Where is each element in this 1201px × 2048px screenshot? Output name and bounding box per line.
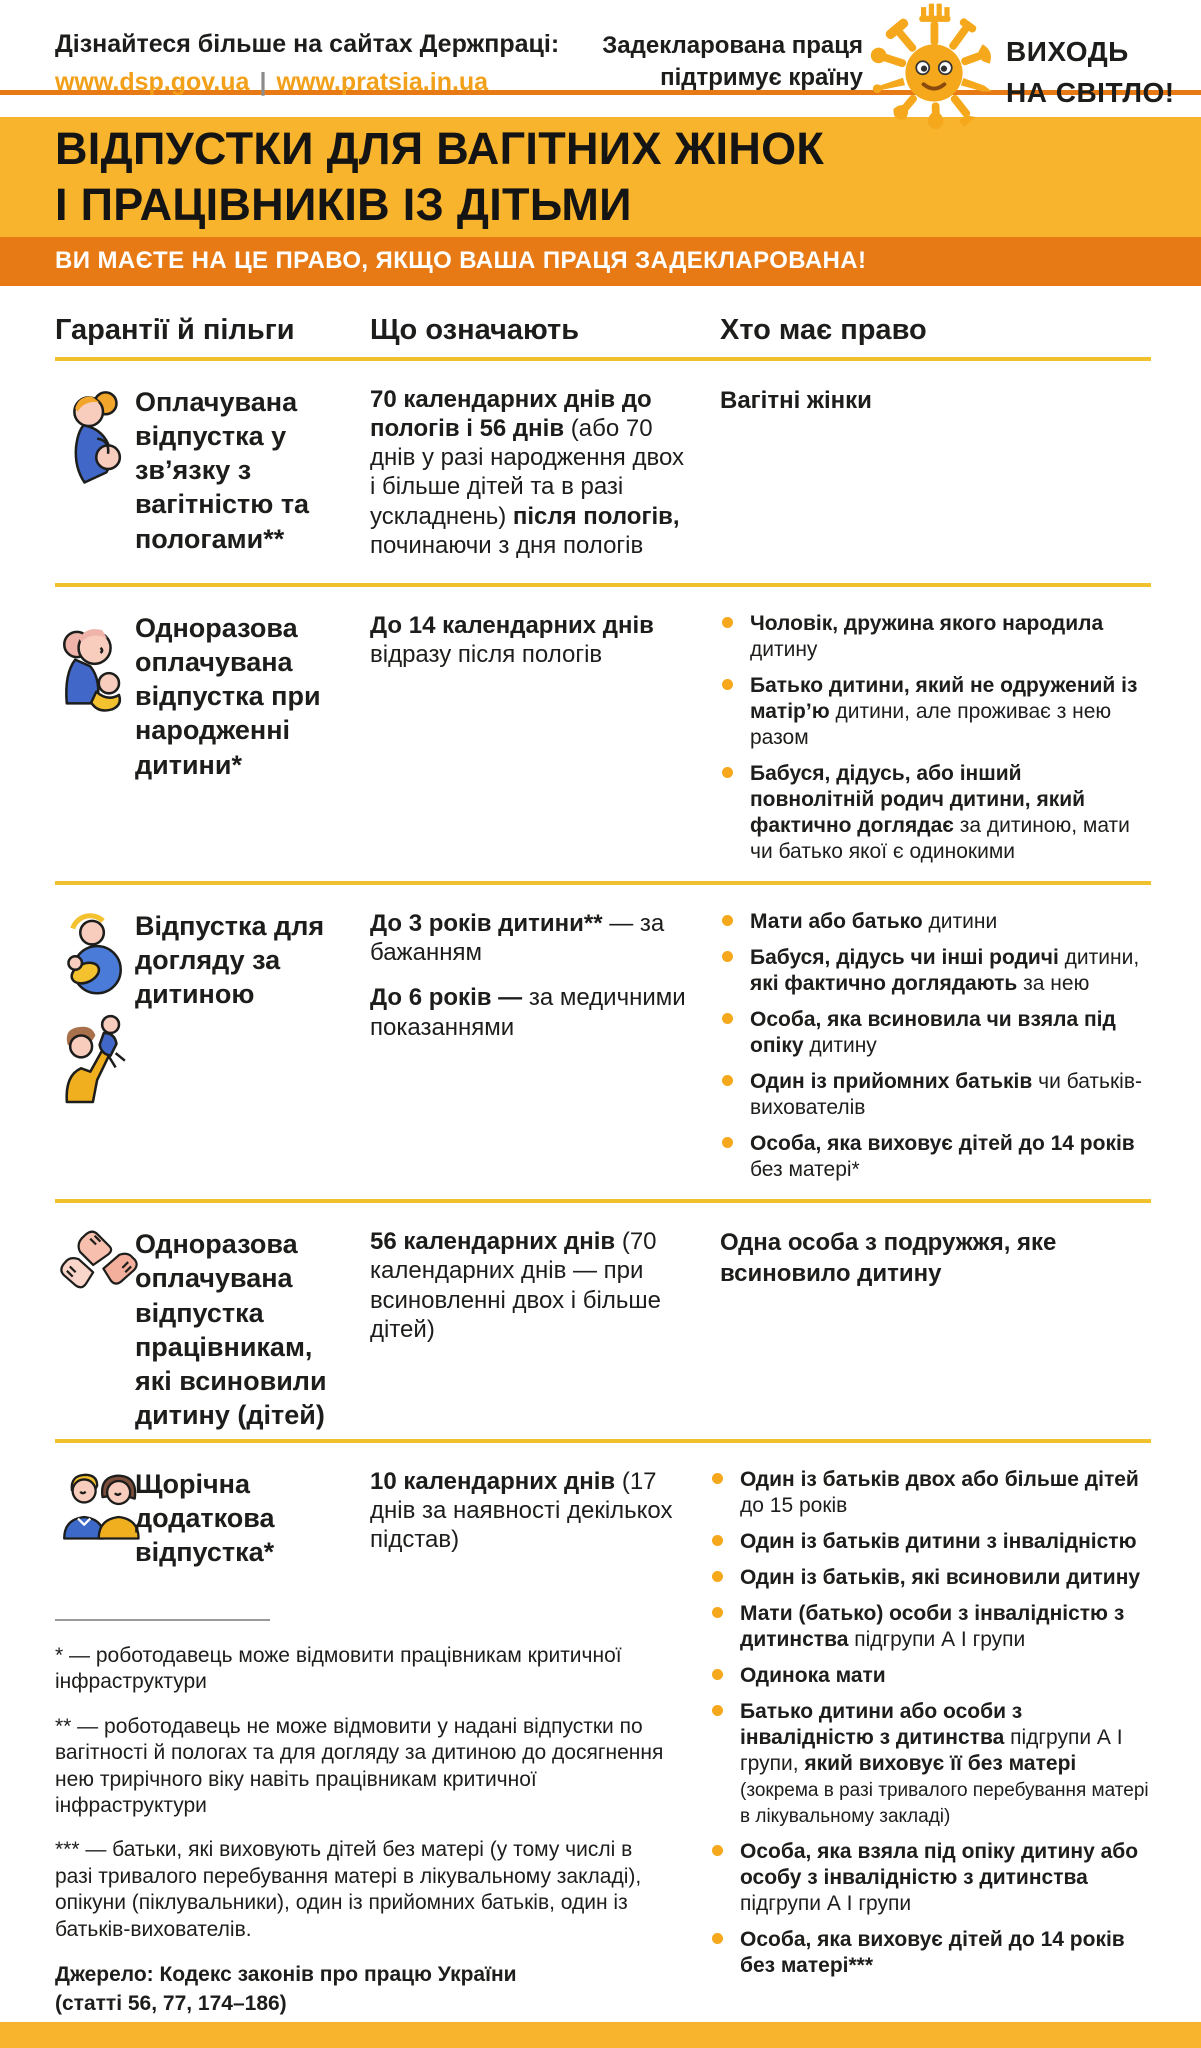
text-segment: До 3 років дитини**: [370, 909, 610, 937]
text-segment: без матері*: [750, 1158, 860, 1182]
text-segment: Чоловік, дружина якого народила: [750, 611, 1104, 635]
meaning-paragraph: [370, 983, 694, 1042]
table-body: [0, 357, 1201, 1443]
text-segment: 10 календарних днів: [370, 1467, 622, 1495]
mother-with-baby-icon: [55, 909, 135, 1006]
table-row: [0, 1203, 1201, 1439]
text-segment: після пологів,: [512, 502, 680, 530]
column-header-benefits: Гарантії й пільги: [55, 313, 295, 346]
who-item: [710, 1467, 1151, 1519]
text-segment: Особа, яка виховує дітей до 14 років без матері***: [740, 1928, 1125, 1978]
who-item: [720, 1131, 1151, 1183]
benefit-title: Відпустка для догляду за дитиною: [135, 910, 325, 1010]
logo-line2: НА СВІТЛО!: [1006, 76, 1175, 108]
who-item: [720, 761, 1151, 865]
text-segment: Особа, яка виховує дітей до 14 років: [750, 1132, 1135, 1156]
table-row: [0, 885, 1201, 1199]
who-item: [710, 1927, 1151, 1979]
meaning-text: [370, 909, 720, 1193]
page-header: [0, 0, 1201, 108]
text-segment: за нею: [1023, 971, 1090, 995]
three-hands-icon: [55, 1227, 143, 1300]
row-icon-cell: [55, 909, 135, 1193]
who-cell: [720, 385, 1151, 577]
title-line2: І ПРАЦІВНИКІВ ІЗ ДІТЬМИ: [55, 178, 632, 230]
who-item: [710, 1663, 1151, 1689]
meaning-text: [370, 385, 720, 577]
link-separator: |: [259, 67, 267, 96]
campaign-logo: [1006, 32, 1175, 113]
benefit-title: Одноразова оплачувана відпустка працівникам, які всиновили дитину (дітей): [135, 1229, 327, 1431]
bottom-left: [55, 1443, 710, 2018]
meaning-text: [370, 1227, 720, 1433]
couple-icon: [55, 1467, 147, 1544]
table-row: [0, 361, 1201, 583]
source-line2: (статті 56, 77, 174–186): [55, 1991, 287, 2015]
who-cell: [720, 611, 1151, 875]
text-segment: Бабуся, дідусь, або інший повнолітній родич дитини, який фактично доглядає: [750, 761, 1086, 837]
text-segment: підгрупи А І групи: [854, 1627, 1026, 1651]
footnote-divider: [55, 1619, 270, 1621]
logo-line1: ВИХОДЬ: [1006, 36, 1129, 67]
text-segment: — за бажанням: [370, 909, 665, 967]
table-header-row: [0, 286, 1201, 357]
text-segment: Один із батьків дитини з інвалідністю: [740, 1529, 1137, 1553]
subtitle-text: ВИ МАЄТЕ НА ЦЕ ПРАВО, ЯКЩО ВАША ПРАЦЯ ЗАДЕКЛАРОВАНА!: [55, 247, 867, 275]
text-segment: Одинока мати: [740, 1663, 886, 1687]
text-segment: відразу після пологів: [370, 640, 603, 668]
text-segment: 70 календарних днів до пологів і 56 днів: [370, 385, 652, 442]
slogan-line1: Задекларована праця: [602, 32, 863, 59]
text-segment: за дитиною, мати чи батько якої є одинокими: [750, 813, 1130, 863]
benefit-title: Одноразова оплачувана відпустка при народженні дитини*: [135, 612, 321, 780]
column-header-meaning: Що означають: [370, 313, 580, 346]
table-row: [0, 587, 1201, 881]
title-line1: ВІДПУСТКИ ДЛЯ ВАГІТНИХ ЖІНОК: [55, 123, 825, 175]
text-segment: Бабуся, дідусь чи інші родичі: [750, 945, 1065, 969]
info-block: [55, 26, 559, 101]
text-segment: Особа, яка взяла під опіку дитину або особу з інвалідністю з дитинства: [740, 1840, 1139, 1890]
who-item: [710, 1699, 1151, 1829]
meaning-paragraph: [370, 1467, 684, 1555]
parent-lifting-child-icon: [55, 1006, 135, 1107]
meaning-paragraph: [370, 611, 694, 670]
footnote-text: ** — роботодавець не може відмовити у надані відпустки по вагітності й пологах та для догляду за дитиною до досягнення нею трирічного віку навіть працівникам критичної інфраструктури: [55, 1714, 664, 1818]
row-icon-cell: [55, 611, 135, 875]
text-segment: які фактично доглядають: [750, 971, 1024, 995]
text-segment: (70 календарних днів — при всиновленні двох і більше дітей): [370, 1228, 661, 1343]
text-segment: дитини,: [1064, 945, 1140, 969]
who-item: [720, 611, 1151, 663]
who-item: [710, 1601, 1151, 1653]
who-text: [720, 1227, 1151, 1289]
meaning-paragraph: [370, 1227, 694, 1344]
source-line1: Джерело: Кодекс законів про працю України: [55, 1963, 517, 1987]
text-segment: дитину: [750, 637, 818, 661]
sun-with-tools-icon: [869, 2, 999, 144]
text-segment: дитину: [809, 1033, 877, 1057]
text-segment: дитини: [928, 909, 998, 933]
text-segment: чи батьків-вихователів: [750, 1069, 1142, 1119]
who-item: [720, 1007, 1151, 1059]
text-segment: Батько дитини або особи з інвалідністю з дитинства: [740, 1699, 1023, 1750]
benefit-title: Щорічна додаткова відпустка*: [135, 1468, 275, 1568]
footnotes-block: [55, 1643, 675, 1944]
text-segment: починаючи з дня пологів: [370, 531, 644, 559]
text-segment: до 15 років: [740, 1493, 848, 1517]
text-segment: (зокрема в разі тривалого перебування матері в лікувальному закладі): [740, 1780, 1149, 1828]
campaign-slogan: [602, 30, 863, 95]
text-segment: Вагітні жінки: [720, 386, 872, 414]
source-reference: [55, 1961, 710, 2018]
link-dsp[interactable]: www.dsp.gov.ua: [55, 67, 250, 96]
info-label: Дізнайтеся більше на сайтах Держпраці:: [55, 30, 560, 58]
footnote-text: * — роботодавець може відмовити працівникам критичної інфраструктури: [55, 1643, 622, 1694]
row-icon-cell: [55, 1467, 135, 1593]
text-segment: Один із батьків двох або більше дітей: [740, 1467, 1139, 1491]
text-segment: Особа, яка всиновила чи взяла під опіку: [750, 1007, 1116, 1057]
benefit-title: Оплачувана відпустка у зв’язку з вагітністю та пологами**: [135, 386, 310, 554]
text-segment: дитини, але проживає з нею разом: [750, 699, 1112, 749]
text-segment: Мати або батько: [750, 909, 929, 933]
who-cell: [720, 1227, 1151, 1433]
who-list: [720, 909, 1151, 1183]
who-item: [710, 1839, 1151, 1917]
subtitle-band: [0, 237, 1201, 286]
who-list: [710, 1467, 1151, 1980]
who-item: [720, 945, 1151, 997]
who-item: [710, 1565, 1151, 1591]
pregnant-woman-icon: [55, 385, 135, 489]
slogan-line2: підтримує країну: [660, 64, 863, 92]
meaning-paragraph: [370, 385, 694, 561]
who-item: [710, 1529, 1151, 1555]
text-segment: який виховує її без матері: [804, 1752, 1077, 1776]
text-segment: Батько дитини, який не одружений із матір’ю: [750, 673, 1138, 723]
text-segment: До 14 календарних днів: [370, 611, 654, 639]
row-icon-cell: [55, 1227, 135, 1433]
text-segment: (або 70 днів у разі народження двох і більше дітей та в разі ускладнень): [370, 414, 685, 530]
meaning-text: [370, 1467, 710, 1593]
meaning-text: [370, 611, 720, 875]
table-row: [55, 1443, 710, 1593]
text-segment: Один із батьків, які всиновили дитину: [740, 1565, 1141, 1589]
who-cell: [720, 909, 1151, 1193]
row-icon-cell: [55, 385, 135, 577]
text-segment: Одна особа з подружжя, яке всиновило дитину: [720, 1229, 1057, 1288]
text-segment: підгрупи А І групи,: [740, 1726, 1123, 1776]
who-item: [720, 673, 1151, 751]
text-segment: Мати (батько) особи з інвалідністю з дитинства: [740, 1601, 1125, 1651]
text-segment: підгрупи А І групи: [740, 1892, 912, 1916]
text-segment: за медичними показаннями: [370, 984, 686, 1041]
links-row: [55, 64, 559, 102]
link-pratsia[interactable]: www.pratsia.in.ua: [276, 67, 489, 96]
bottom-yellow-bar: [0, 2022, 1201, 2048]
text-segment: (17 днів за наявності декількох підстав): [370, 1467, 673, 1554]
text-segment: До 6 років —: [370, 984, 529, 1012]
footnote-text: *** — батьки, які виховують дітей без матері (у тому числі в разі тривалого перебування матері в лікувальному закладі), опікуни (піклувальники), один із прийомних батьків, один із батьків-вихователів.: [55, 1838, 642, 1941]
meaning-paragraph: [370, 909, 694, 968]
title-band: [0, 117, 1201, 237]
who-item: [720, 909, 1151, 935]
page-title: [55, 121, 1201, 232]
text-segment: Один із прийомних батьків: [750, 1069, 1039, 1093]
who-cell: [710, 1443, 1151, 2018]
mother-newborn-icon: [55, 611, 135, 715]
text-segment: 56 календарних днів: [370, 1228, 622, 1256]
bottom-section: [0, 1443, 1201, 2048]
who-list: [720, 611, 1151, 865]
column-header-who: Хто має право: [720, 313, 927, 346]
who-item: [720, 1069, 1151, 1121]
who-text: [720, 385, 1151, 416]
